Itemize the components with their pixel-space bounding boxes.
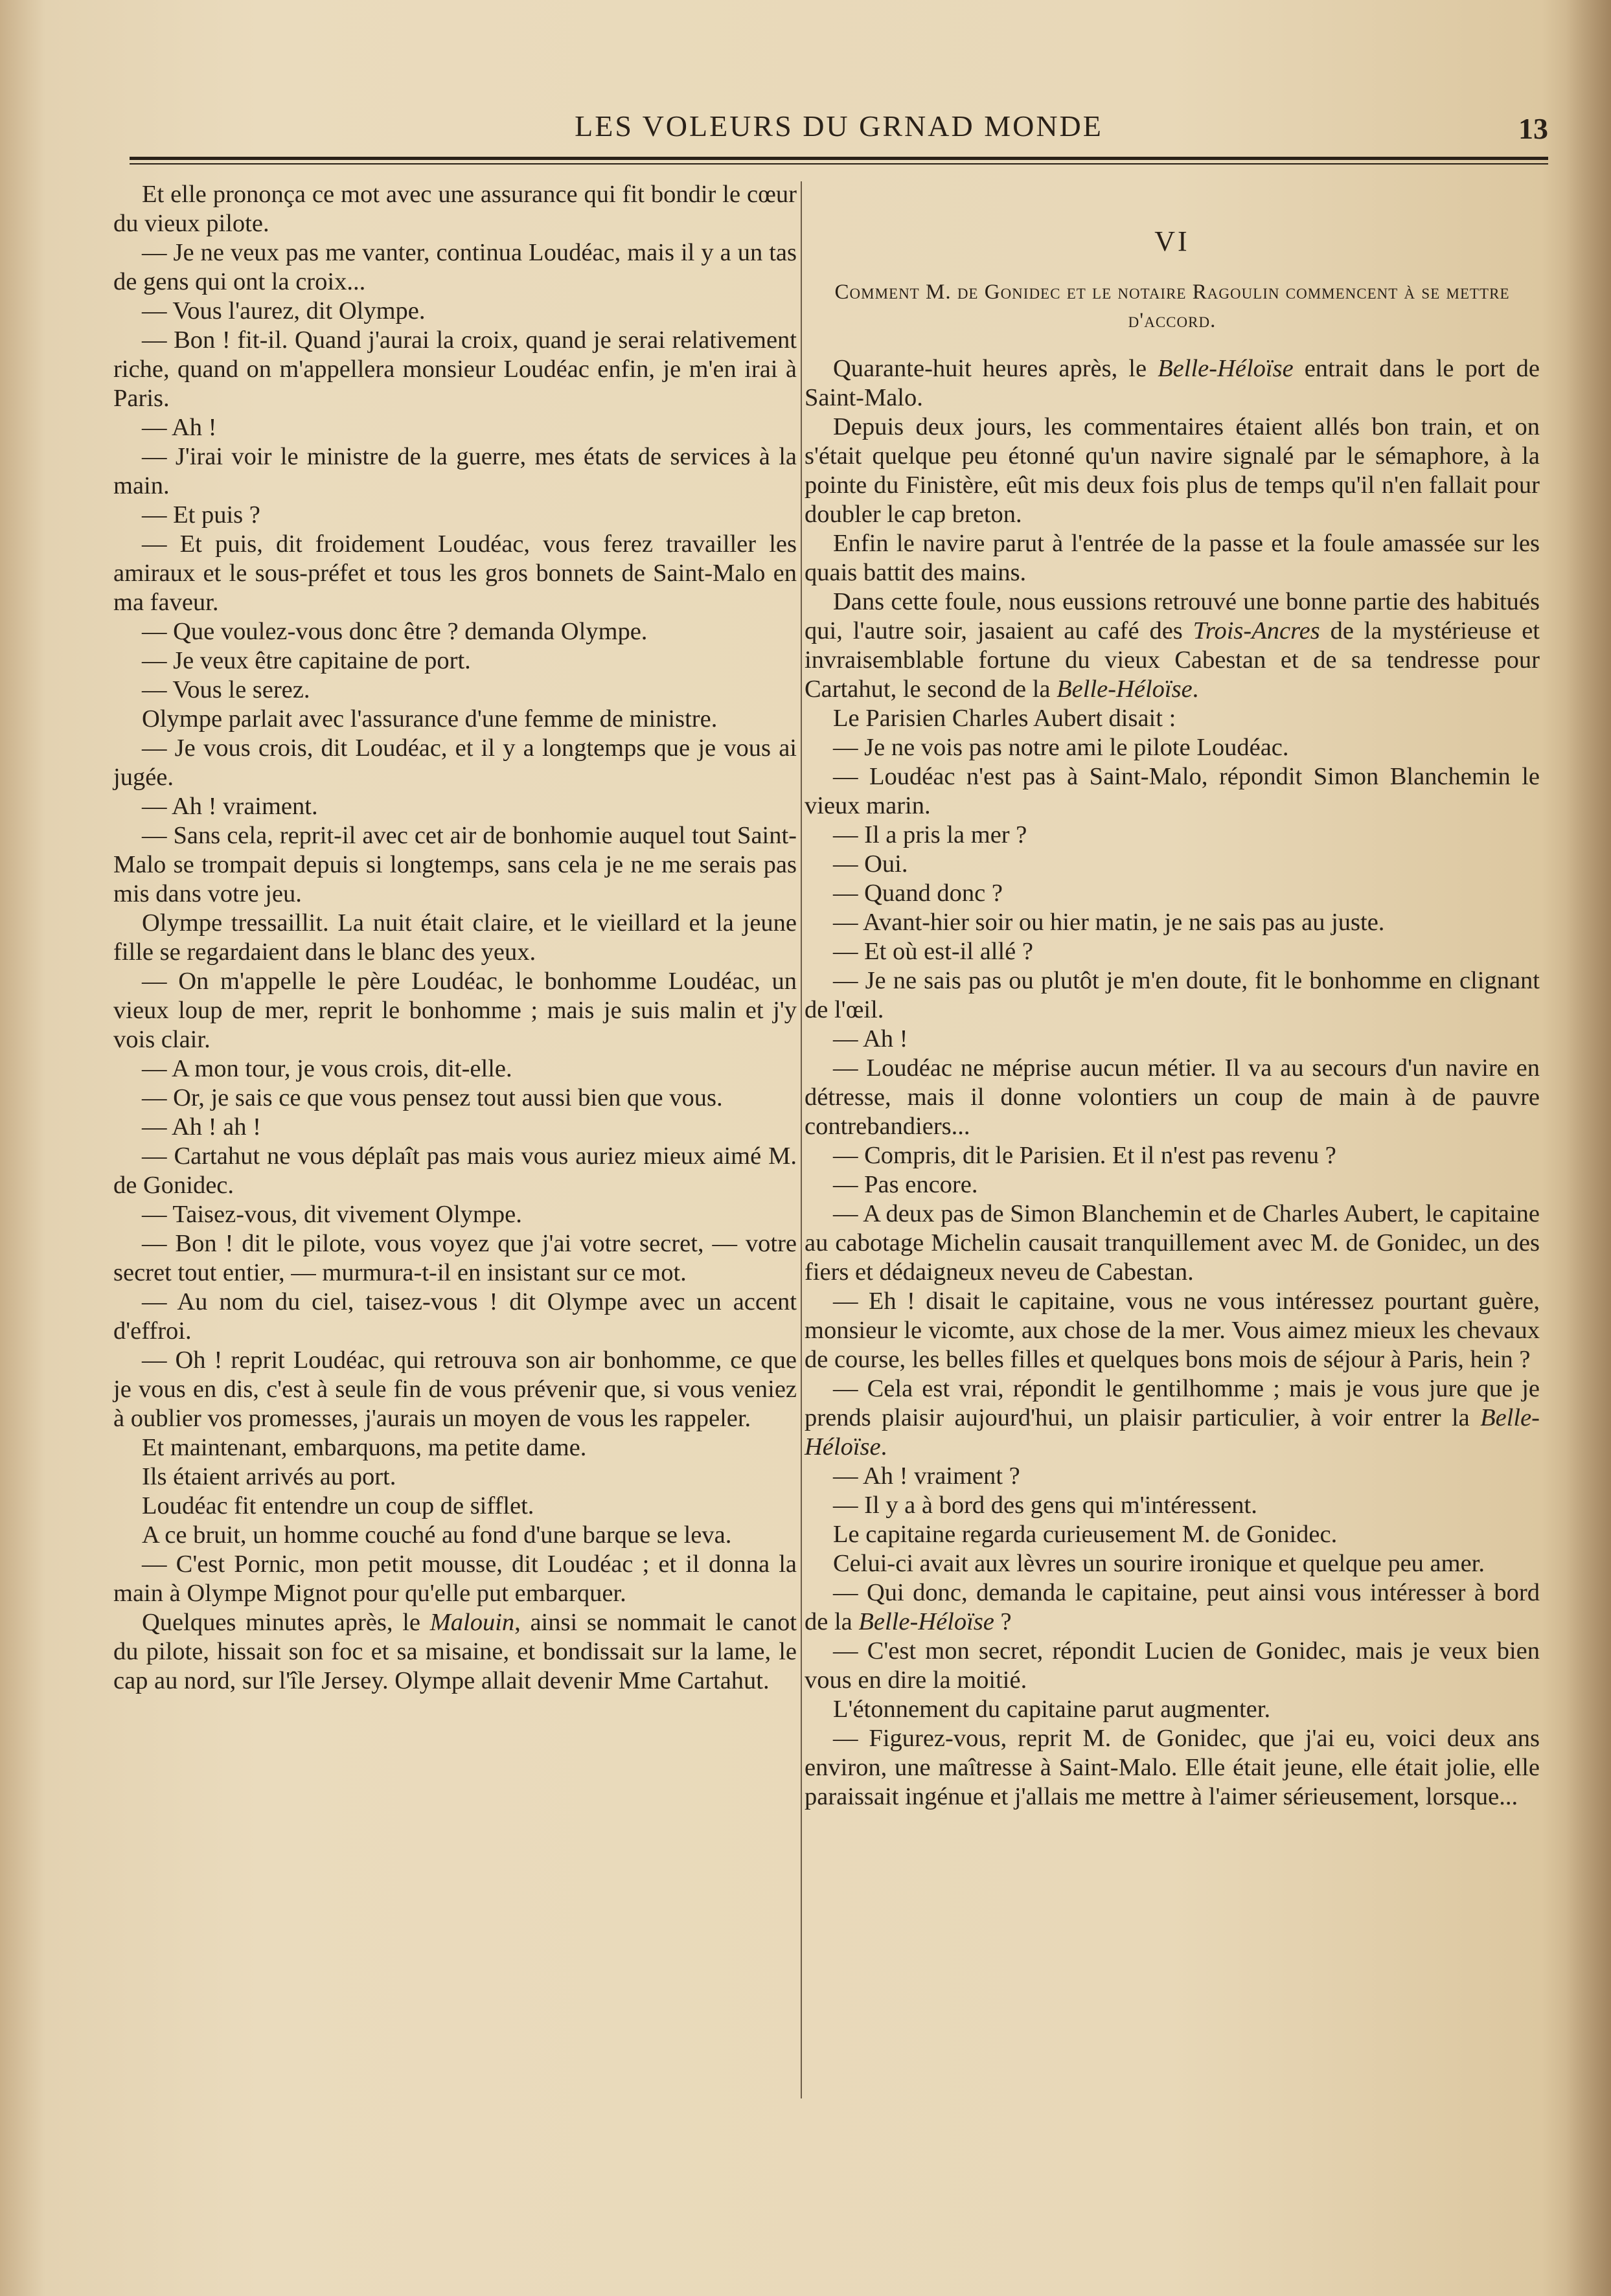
page-header bbox=[130, 97, 1548, 168]
paragraph: — Ah ! bbox=[833, 1025, 908, 1052]
paragraph: — Ah ! bbox=[142, 414, 217, 441]
text-run: . bbox=[1192, 676, 1199, 703]
header-rule-thick bbox=[130, 157, 1548, 160]
italic-run: Belle-Héloïse bbox=[1057, 676, 1193, 703]
paragraph: — Je ne veux pas me vanter, continua Loudéac, mais il y a un tas de gens qui ont la croix... bbox=[113, 239, 797, 295]
italic-run: Belle-Héloïse bbox=[858, 1608, 994, 1635]
text-run: — Qui donc, demanda le capitaine, peut ainsi vous intéresser à bord de la bbox=[805, 1579, 1540, 1635]
paragraph: — Et où est-il allé ? bbox=[833, 938, 1033, 965]
paragraph: Le Parisien Charles Aubert disait : bbox=[833, 705, 1176, 732]
right-column bbox=[805, 180, 1540, 1812]
paragraph: Olympe tressaillit. La nuit était claire, et le vieillard et la jeune fille se regardaient dans le blanc des yeux. bbox=[113, 909, 797, 966]
paragraph: L'étonnement du capitaine parut augmenter. bbox=[833, 1696, 1271, 1723]
paragraph: — Eh ! disait le capitaine, vous ne vous intéressez pourtant guère, monsieur le vicomte, aux chose de la mer. Vous aimez mieux les chevaux de course, les belles filles et quelques bons mois de séjour à Paris, hein ? bbox=[805, 1288, 1540, 1373]
paragraph: — C'est mon secret, répondit Lucien de Gonidec, mais je veux bien vous en dire la moitié. bbox=[805, 1637, 1540, 1694]
italic-run: Trois-Ancres bbox=[1193, 617, 1320, 644]
paragraph: — Et puis, dit froidement Loudéac, vous ferez travailler les amiraux et le sous-préfet et tous les gros bonnets de Saint-Malo en ma faveur. bbox=[113, 530, 797, 616]
column-divider bbox=[801, 181, 802, 2098]
paragraph bbox=[805, 354, 1540, 413]
paragraph: — Je ne sais pas ou plutôt je m'en doute, fit le bonhomme en clignant de l'œil. bbox=[805, 967, 1540, 1023]
paragraph: Le capitaine regarda curieusement M. de Gonidec. bbox=[833, 1521, 1338, 1548]
paragraph: Enfin le navire parut à l'entrée de la passe et la foule amassée sur les quais battit des mains. bbox=[805, 530, 1540, 586]
text-run: Quarante-huit heures après, le bbox=[833, 355, 1158, 382]
running-title: LES VOLEURS DU GRNAD MONDE bbox=[575, 109, 1103, 142]
paragraph: — Il a pris la mer ? bbox=[833, 821, 1027, 848]
paragraph: — Loudéac ne méprise aucun métier. Il va au secours d'un navire en détresse, mais il donne volontiers un coup de main à de pauvre contrebandiers... bbox=[805, 1054, 1540, 1140]
paragraph: — Figurez-vous, reprit M. de Gonidec, que j'ai eu, voici deux ans environ, une maîtresse à Saint-Malo. Elle était jeune, elle était jolie, elle paraissait ingénue et j'allais me mettre à l'aimer sérieusement, lorsque... bbox=[805, 1725, 1540, 1810]
text-run: — Cela est vrai, répondit le gentilhomme ; mais je vous jure que je prends plaisir aujourd'hui, un plaisir particulier, à voir entrer la bbox=[805, 1375, 1540, 1431]
paragraph bbox=[113, 1608, 797, 1696]
paragraph: — Au nom du ciel, taisez-vous ! dit Olympe avec un accent d'effroi. bbox=[113, 1288, 797, 1345]
paragraph: — Vous l'aurez, dit Olympe. bbox=[142, 297, 426, 324]
text-run: Dans cette foule, nous eussions retrouvé une bonne partie des habitués qui, l'autre soir, jasaient au café des bbox=[805, 588, 1540, 644]
paragraph: — Avant-hier soir ou hier matin, je ne sais pas au juste. bbox=[833, 909, 1385, 936]
page-number: 13 bbox=[1518, 112, 1548, 145]
right-paragraphs-a bbox=[805, 704, 1540, 1374]
chapter-title: Comment M. de Gonidec et le notaire Ragoulin commencent à se mettre d'accord. bbox=[834, 280, 1510, 332]
italic-run: Belle-Héloïse bbox=[805, 1404, 1540, 1461]
paragraph bbox=[805, 587, 1540, 704]
paragraph: — Taisez-vous, dit vivement Olympe. bbox=[142, 1201, 522, 1228]
paragraph: — Bon ! fit-il. Quand j'aurai la croix, quand je serai relativement riche, quand on m'appellera monsieur Loudéac enfin, je m'en irai à Paris. bbox=[113, 326, 797, 412]
text-run: , ainsi se nommait le canot du pilote, hissait son foc et sa misaine, et bondissait sur la lame, le cap au nord, sur l'île Jersey. Olympe allait devenir Mme Cartahut. bbox=[113, 1609, 797, 1694]
paragraph: — A mon tour, je vous crois, dit-elle. bbox=[142, 1055, 512, 1082]
paragraph: — Il y a à bord des gens qui m'intéressent. bbox=[833, 1492, 1257, 1519]
paragraph: — Compris, dit le Parisien. Et il n'est pas revenu ? bbox=[833, 1142, 1336, 1169]
text-run: ? bbox=[994, 1608, 1012, 1635]
text-run: entrait dans le port de Saint-Malo. bbox=[805, 355, 1540, 411]
paragraph: Loudéac fit entendre un coup de sifflet. bbox=[142, 1492, 534, 1519]
paragraph: — Ah ! vraiment ? bbox=[833, 1462, 1020, 1490]
left-paragraphs bbox=[113, 180, 797, 1608]
text-run: Quelques minutes après, le bbox=[142, 1609, 430, 1636]
text-run: . bbox=[880, 1433, 887, 1461]
italic-run: Belle-Héloïse bbox=[1158, 355, 1294, 382]
paragraph: — Quand donc ? bbox=[833, 880, 1003, 907]
text-run: de la mystérieuse et invraisemblable fortune du vieux Cabestan et de sa tendresse pour Cartahut, le second de la bbox=[805, 617, 1540, 703]
paragraph: — C'est Pornic, mon petit mousse, dit Loudéac ; et il donna la main à Olympe Mignot pour qu'elle put embarquer. bbox=[113, 1551, 797, 1607]
italic-run: Malouin bbox=[429, 1609, 515, 1636]
right-paragraphs-c bbox=[805, 1637, 1540, 1812]
paragraph: — Cartahut ne vous déplaît pas mais vous auriez mieux aimé M. de Gonidec. bbox=[113, 1142, 797, 1199]
paragraph: — Que voulez-vous donc être ? demanda Olympe. bbox=[142, 618, 648, 645]
page-edge-shadow bbox=[1566, 0, 1611, 2296]
paragraph: Ils étaient arrivés au port. bbox=[142, 1463, 396, 1490]
paragraph: Olympe parlait avec l'assurance d'une femme de ministre. bbox=[142, 705, 718, 733]
paragraph: — Or, je sais ce que vous pensez tout aussi bien que vous. bbox=[142, 1084, 723, 1111]
paragraph: — Je veux être capitaine de port. bbox=[142, 647, 471, 674]
paragraph: — On m'appelle le père Loudéac, le bonhomme Loudéac, un vieux loup de mer, reprit le bonhomme ; mais je suis malin et j'y vois clair. bbox=[113, 968, 797, 1053]
paragraph: — Oh ! reprit Loudéac, qui retrouva son air bonhomme, ce que je vous en dis, c'est à seule fin de vous prévenir que, si vous veniez à oublier vos promesses, j'aurais un moyen de vous les rappeler. bbox=[113, 1347, 797, 1432]
paragraph: — A deux pas de Simon Blanchemin et de Charles Aubert, le capitaine au cabotage Michelin causait tranquillement avec M. de Gonidec, un des fiers et dédaigneux neveu de Cabestan. bbox=[805, 1200, 1540, 1286]
paragraph: — Je vous crois, dit Loudéac, et il y a longtemps que je vous ai jugée. bbox=[113, 734, 797, 791]
paragraph: — Sans cela, reprit-il avec cet air de bonhomie auquel tout Saint-Malo se trompait depuis si longtemps, sans cela je ne me serais pas mis dans votre jeu. bbox=[113, 822, 797, 907]
paragraph: Et elle prononça ce mot avec une assurance qui fit bondir le cœur du vieux pilote. bbox=[113, 181, 797, 237]
paragraph: — Loudéac n'est pas à Saint-Malo, répondit Simon Blanchemin le vieux marin. bbox=[805, 763, 1540, 819]
left-column bbox=[113, 180, 797, 1696]
paragraph: Celui-ci avait aux lèvres un sourire ironique et quelque peu amer. bbox=[833, 1550, 1485, 1577]
paragraph: — Pas encore. bbox=[833, 1171, 978, 1198]
paragraph bbox=[805, 1578, 1540, 1637]
paragraph: — J'irai voir le ministre de la guerre, mes états de services à la main. bbox=[113, 443, 797, 499]
paragraph: — Bon ! dit le pilote, vous voyez que j'ai votre secret, — votre secret tout entier, — murmura-t-il en insistant sur ce mot. bbox=[113, 1230, 797, 1286]
paragraph: — Et puis ? bbox=[142, 501, 260, 529]
paragraph: — Ah ! ah ! bbox=[142, 1113, 261, 1141]
header-rule-thin bbox=[130, 163, 1548, 165]
paragraph: — Vous le serez. bbox=[142, 676, 310, 703]
paragraph: A ce bruit, un homme couché au fond d'une barque se leva. bbox=[142, 1521, 732, 1549]
paragraph: — Oui. bbox=[833, 850, 908, 878]
chapter-number: VI bbox=[1154, 225, 1190, 257]
paragraph: Et maintenant, embarquons, ma petite dame. bbox=[142, 1434, 587, 1461]
right-paragraphs-b bbox=[805, 1462, 1540, 1578]
paragraph: — Ah ! vraiment. bbox=[142, 793, 318, 820]
paragraph: — Je ne vois pas notre ami le pilote Loudéac. bbox=[833, 734, 1289, 761]
paragraph: Depuis deux jours, les commentaires étaient allés bon train, et on s'était quelque peu étonné qu'un navire signalé par le sémaphore, à la pointe du Finistère, eût mis deux fois plus de temps qu'il n'en fallait pour doubler le cap breton. bbox=[805, 413, 1540, 528]
paragraph bbox=[805, 1374, 1540, 1462]
